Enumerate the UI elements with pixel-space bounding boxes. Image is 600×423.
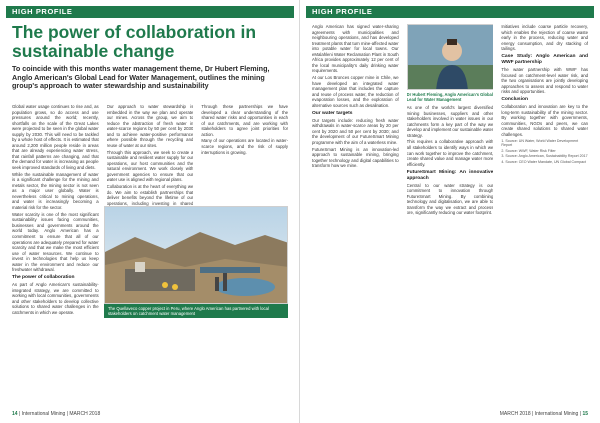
mine-site-photo <box>104 206 288 304</box>
section-label-right: HIGH PROFILE <box>306 6 594 18</box>
right-column-2 <box>407 24 494 404</box>
right-date: MARCH 2018 <box>499 411 531 417</box>
section-subheading: Case Study: Anglo American and WWF partnership <box>501 54 589 66</box>
section-subheading: Conclusion <box>501 97 528 103</box>
mine-site-illustration <box>105 207 288 304</box>
left-publication: International Mining <box>21 411 66 417</box>
body-paragraph: Through this approach, we seek to create a sustainable and resilient water supply for our operations, our host communities and the natural environment. We work closely with government agencies to ensure that our water use is aligned with regional plans. <box>106 149 194 183</box>
right-page-number: 15 <box>582 411 588 417</box>
reference-item: 1. Source: UN Water, World Water Development Report <box>501 138 579 148</box>
reference-item: 4. Source: CEO Water Mandate, UN Global Compact <box>501 159 586 164</box>
body-paragraph: At our Los Bronces copper mine in Chile, we have developed an integrated water management plan that includes the capture and reuse of process water, the reduction of evaporation losses, and the exploration of alternative sources such as desalination. <box>312 75 399 108</box>
body-paragraph: Collaboration and innovation are key to the long-term sustainability of the mining sector. By working together with governments, communities, NGOs and peers, we can create shared solutions to shared water challenges. <box>501 104 589 137</box>
left-page-number: 14 <box>12 411 18 417</box>
section-subheading: The power of collaboration <box>12 275 75 281</box>
right-page <box>300 0 600 423</box>
portrait-caption: Dr Hubert Fleming, Anglo American's Global Lead for Water Management <box>406 92 493 102</box>
right-column-3 <box>501 24 588 404</box>
portrait-illustration <box>408 25 494 90</box>
left-column-1 <box>12 104 99 405</box>
body-paragraph: Through these partnerships we have developed a clear understanding of the shared water risks and opportunities in each of our catchments, and are working with stakeholders to agree joint priorities for action. <box>201 104 289 137</box>
body-paragraph: This requires a collaborative approach with all stakeholders to identify ways in which we can work together to improve the catchment, create shared value and manage water more efficiently. <box>406 139 494 167</box>
right-footer: MARCH 2018 | International Mining | 15 <box>499 411 588 417</box>
right-text-columns <box>312 24 588 404</box>
left-date: MARCH 2018 <box>69 411 101 417</box>
reference-item: 2. Source: WWF, Water Risk Filter <box>501 148 556 153</box>
right-column-1 <box>312 24 399 404</box>
body-paragraph: Global water usage continues to rise and, as population grows, so do access and use pressures around the world; recently, shortfalls on the scale of the Great Lakes were projected to be seen in the global water supply by 2030. This will need to be tackled by a whole host of effects. It is estimated that around 2,200 million people reside in areas that are already experiencing water stress, that rainfall patterns are changing, and that the demand for water is increasing as people seek improved standards of living and diets. <box>12 104 99 171</box>
body-paragraph: FutureSmart Mining is an innovation-led approach to sustainable mining, bringing together technology and digital capabilities to transform how we mine. <box>312 146 399 169</box>
body-paragraph: Our targets include: reducing fresh water withdrawals in water-scarce areas by 20 per cent by 2020 and 50 per cent by 2030; and the development of our FutureSmart Mining programme with the aim of a waterless mine. <box>312 117 399 145</box>
body-paragraph: Water scarcity is one of the most significant sustainability issues facing communities, businesses and governments around the world today. Anglo American has a commitment to ensure that all of our operations are adequately prepared for water scarcity and that we make the most efficient use of water resources. We continue to invest in technologies that help us keep water in the environment and reduce our freshwater withdrawal. <box>12 211 99 273</box>
body-paragraph: Collaboration is at the heart of everything we do. We aim to establish partnerships that deliver benefits beyond the lifetime of our operations, including investing in shared <box>106 184 194 206</box>
article-standfirst: To coincide with this months water management theme, Dr Hubert Fleming, Anglo American's Global Lead for Water Management, outlines the mining group's approach to water stewardship and sustainability <box>12 64 270 91</box>
body-paragraph: Initiatives include coarse particle recovery, which enables the rejection of coarse waste early in the process, reducing water and energy consumption, and dry stacking of tailings. <box>501 24 589 52</box>
right-publication: International Mining <box>534 411 579 417</box>
body-paragraph: Anglo American has signed water-sharing agreements with municipalities and neighbouring operations, and has developed treatment plants that turn mine-affected water into potable water for local towns. Our eMalahleni Water Reclamation Plant in South Africa provides approximately 12 per cent of the local municipality's daily drinking water requirements. <box>312 24 399 74</box>
references-list <box>501 139 588 165</box>
left-footer: 14 | International Mining | MARCH 2018 <box>12 411 101 417</box>
section-label: HIGH PROFILE <box>6 6 294 18</box>
reference-item: 3. Source: Anglo American, Sustainability Report 2017 <box>501 154 588 159</box>
section-subheading: Our water targets <box>312 110 353 116</box>
section-subheading: FutureSmart Mining: An innovative approach <box>406 169 494 181</box>
article-title: The power of collaboration in sustainable change <box>12 22 257 61</box>
body-paragraph: While the sustainable management of water is a significant challenge for the mining and metals sector, the mining sector is not seen as a major user globally. Water is nevertheless critical to mining operations, and water is increasingly becoming a material risk for the sector. <box>12 171 99 211</box>
body-paragraph: Our approach to water stewardship is embedded in the way we plan and operate our mines. Across the group, we aim to reduce the abstraction of fresh water in water-scarce regions by 50 per cent by 2030 and to achieve water-positive performance where possible through the recycling and reuse of water at our sites. <box>106 104 194 148</box>
author-portrait <box>407 24 494 90</box>
body-paragraph: The water partnership with WWF has focused on catchment-level water risk, and the two organisations are jointly developing approaches to assess and respond to water risks and opportunities. <box>501 67 589 95</box>
body-paragraph: Many of our operations are located in water-scarce regions, and the risk of supply interruptions is growing. <box>201 138 289 155</box>
photo-caption: The Quellaveco copper project in Peru, where Anglo American has partnered with local stakeholders on catchment water management <box>104 304 288 318</box>
body-paragraph: As part of Anglo American's sustainability-integrated strategy, we are committed to working with local communities, governments and other stakeholders to develop collective solutions to shared water challenges in the catchments in which we operate. <box>12 282 99 315</box>
body-paragraph: Central to our water strategy is our commitment to innovation through FutureSmart Mining. By combining technology and digitalisation, we are able to transform the way we extract and process ore, significantly reducing our water footprint. <box>406 182 494 216</box>
body-paragraph: As one of the world's largest diversified mining businesses, suppliers and other stakeholders involved in water issues in our catchments form a key part of the way we develop and implement our sustainable water strategy. <box>406 105 494 138</box>
